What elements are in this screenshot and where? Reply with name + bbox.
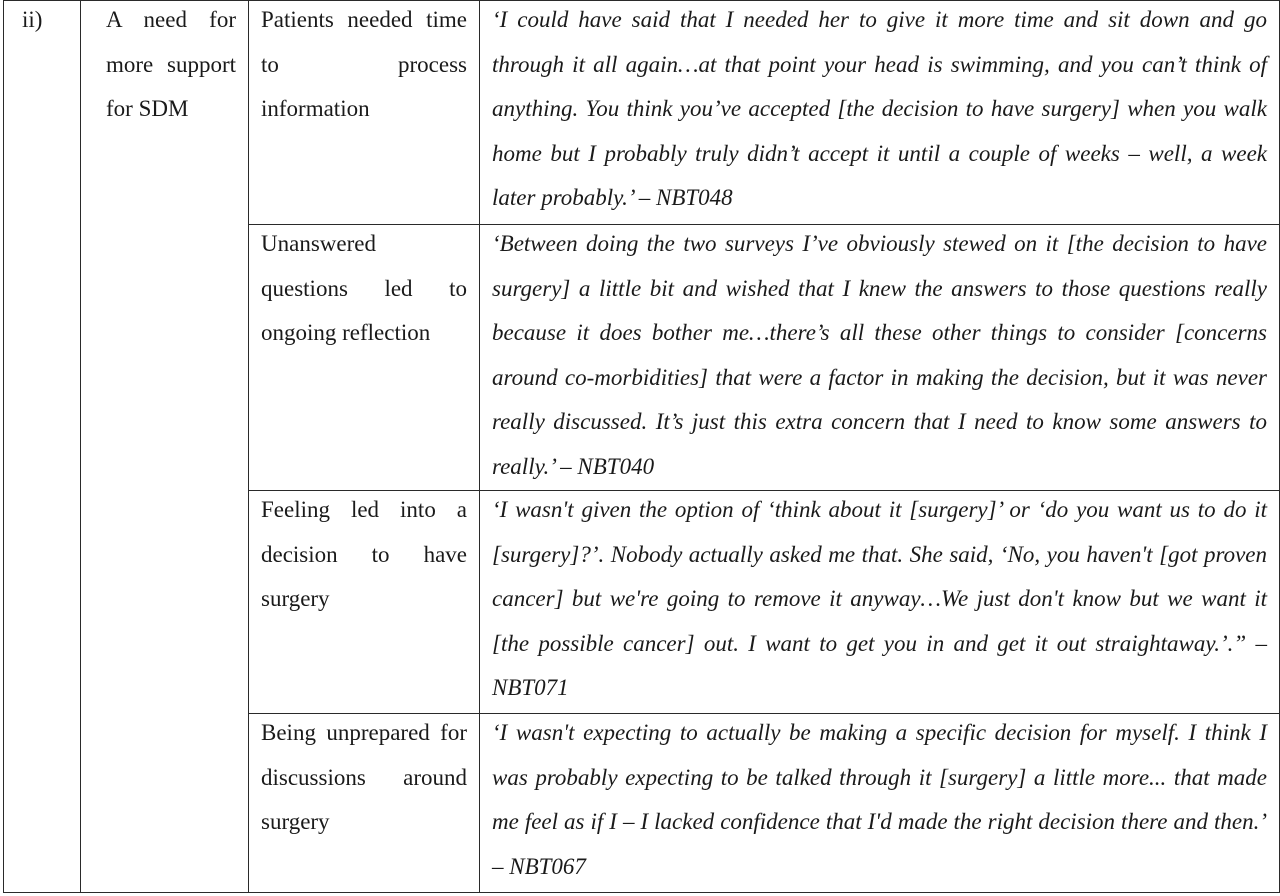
subtheme-text: Patients needed time to process information: [261, 7, 467, 121]
quote-cell: [480, 714, 1280, 893]
theme-number-cell: [4, 1, 81, 893]
subtheme-cell: [249, 491, 480, 714]
theme-label: A need for more support for SDM: [106, 7, 236, 121]
themes-table: [3, 0, 1280, 893]
subtheme-cell: [249, 1, 480, 225]
quote-cell: [480, 1, 1280, 225]
theme-label-cell: [81, 1, 249, 893]
subtheme-cell: [249, 714, 480, 893]
table-row: [4, 1, 1280, 225]
subtheme-cell: [249, 225, 480, 491]
quote-text: ‘I wasn't expecting to actually be making a specific decision for myself. I think I was probably expecting to be talked through it [surgery] a little more... that made me feel as if I – I lacked confidence that I'd made the right decision there and then.’ – NBT067: [492, 720, 1267, 879]
quote-cell: [480, 491, 1280, 714]
quote-cell: [480, 225, 1280, 491]
quote-text: ‘Between doing the two surveys I’ve obviously stewed on it [the decision to have surgery] a little bit and wished that I knew the answers to those questions really because it does bother me…there’s all these other things to consider [concerns around co-morbidities] that were a factor in making the decision, but it was never really discussed. It’s just this extra concern that I need to know some answers to really.’ – NBT040: [492, 231, 1267, 479]
subtheme-text: Being unprepared for discussions around surgery: [261, 720, 467, 834]
quote-text: ‘I could have said that I needed her to give it more time and sit down and go through it all again…at that point your head is swimming, and you can’t think of anything. You think you’ve accepted [the decision to have surgery] when you walk home but I probably truly didn’t accept it until a couple of weeks – well, a week later probably.’ – NBT048: [492, 7, 1267, 210]
subtheme-text: Feeling led into a decision to have surgery: [261, 497, 467, 611]
theme-number: ii): [22, 7, 43, 32]
subtheme-text: Unanswered questions led to ongoing reflection: [261, 231, 467, 345]
quote-text: ‘I wasn't given the option of ‘think about it [surgery]’ or ‘do you want us to do it [surgery]?’. Nobody actually asked me that. She said, ‘No, you haven't [got proven cancer] but we're going to remove it anyway…We just don't know but we want it [the possible cancer] out. I want to get you in and get it out straightaway.’.” – NBT071: [492, 497, 1267, 700]
